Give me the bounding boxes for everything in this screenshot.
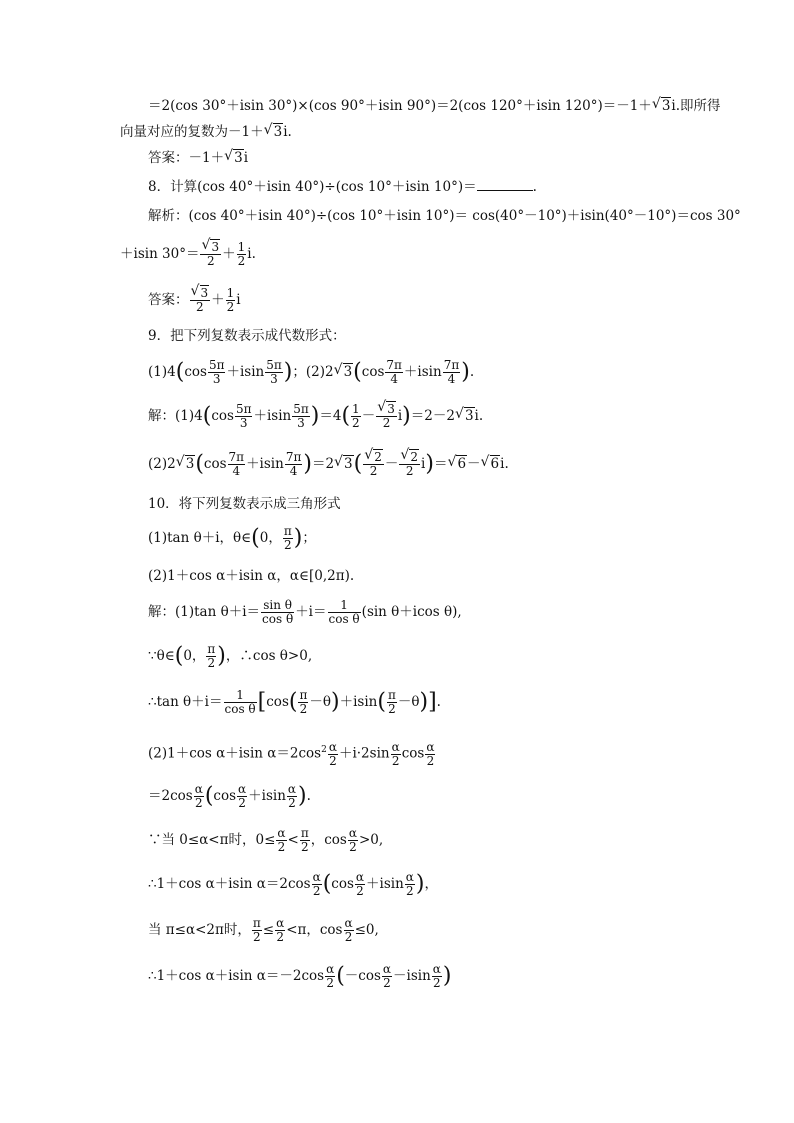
text: 答案： <box>148 292 189 308</box>
fraction: $\frac{\pi}{2}$ <box>300 826 309 854</box>
sqrt: √ 3 <box>264 122 284 142</box>
solution-9-part-1: 解：(1)4(cos $\frac{5\pi}{3}$ ＋isin $\frac{5\pi}{3}$ )＝4( $\frac{1}{2}$ － √ $\frac{3}{2}$ i)＝2－2√ 3i. <box>148 398 483 434</box>
fraction: $\frac{\alpha}{2}$ <box>382 962 392 990</box>
question-10-part-2 <box>148 566 354 586</box>
text: ＝2(cos 30°＋isin 30°)×(cos 90°＋isin 90°)＝2(cos 120°＋isin 120°)＝－1＋ <box>148 98 652 114</box>
fraction: $\frac{\alpha}{2}$ <box>287 782 297 810</box>
fraction: $\frac{1}{2}$ <box>352 402 360 430</box>
fraction: $\frac{5\pi}{3}$ <box>208 358 225 386</box>
fraction: $\frac{\alpha}{2}$ <box>344 916 353 944</box>
fraction: $\frac{7\pi}{4}$ <box>443 358 460 386</box>
question-10 <box>148 494 341 514</box>
fraction: $\frac{\alpha}{2}$ <box>348 826 357 854</box>
solution-10-line-4: (2)1＋cos α＋isin $\alpha=2\cos^2$ $\frac{\alpha}{2}$ ＋i·2sin $\frac{\alpha}{2}$ cos $\frac{\alpha}{2}$ <box>148 739 435 768</box>
fraction: $\frac{7\pi}{4}$ <box>228 450 245 478</box>
answer-blank <box>477 176 533 191</box>
fraction: $\frac{1}{\text{cos θ}}$ <box>328 598 360 626</box>
fraction: $\frac{5\pi}{3}$ <box>266 358 282 386</box>
sqrt: √ 3 <box>224 148 244 168</box>
solution-10-line-2: ∵θ∈(0， $\frac{\pi}{2}$ )，∴cos θ>0, <box>148 642 313 670</box>
text: i.即所得 <box>671 98 721 114</box>
text: 9．把下列复数表示成代数形式： <box>148 328 346 344</box>
fraction: $\frac{7\pi}{4}$ <box>285 450 302 478</box>
fraction: $\frac{5\pi}{3}$ <box>235 402 252 430</box>
fraction: $\frac{\pi}{2}$ <box>252 916 261 944</box>
text: 向量对应的复数为－1＋ <box>120 124 264 140</box>
solution-10-line-1: 解：(1)tan θ＋i＝ $\frac{\text{sin θ}}{\text{cos θ}}$ ＋i＝ $\frac{1}{\text{cos θ}}$ (sin θ＋icos θ), <box>148 598 462 626</box>
fraction: $\frac{\alpha}{2}$ <box>432 962 441 990</box>
fraction: $\frac{\alpha}{2}$ <box>391 739 400 768</box>
fraction: $\frac{\alpha}{2}$ <box>405 870 414 898</box>
answer-7 <box>148 148 248 168</box>
fraction: $\frac{1}{2}$ <box>237 240 246 268</box>
fraction: √ $\frac{3}{2}$ <box>190 287 211 314</box>
fraction: $\frac{7\pi}{4}$ <box>386 358 402 386</box>
text: (2)1＋cos α＋isin α，α∈[0,2π). <box>148 568 355 584</box>
fraction: $\frac{\alpha}{2}$ <box>328 739 337 768</box>
fraction: $\frac{\pi}{2}$ <box>387 688 396 716</box>
solution-10-line-3: ∴tan θ＋i＝ $\frac{1}{\text{cos θ}}$ [cos( $\frac{\pi}{2}$ －θ)＋isin( $\frac{\pi}{2}$ －θ)]. <box>148 688 441 716</box>
text: 解析：(cos 40°＋isin 40°)÷(cos 10°＋isin 10°)＝ cos(40°－10°)＋isin(40°－10°)＝cos 30° <box>148 208 741 224</box>
question-9 <box>148 326 346 346</box>
solution-10-line-6: ∵当 0≤α<π时，0≤ $\frac{\alpha}{2}$ < $\frac{\pi}{2}$ ，cos $\frac{\alpha}{2}$ >0, <box>148 826 384 854</box>
text: i. <box>283 124 292 140</box>
fraction: $\frac{\pi}{2}$ <box>283 524 292 552</box>
fraction: √ $\frac{3}{2}$ <box>200 241 221 268</box>
question-9-parts: (1)4(cos $\frac{5\pi}{3}$ ＋isin $\frac{5\pi}{3}$ )；(2)2√ 3(cos $\frac{7\pi}{4}$ ＋isin $\frac{7\pi}{4}$ ). <box>148 354 474 390</box>
text: 8．计算(cos 40°＋isin 40°)÷(cos 10°＋isin 10°)＝ <box>148 179 477 195</box>
fraction: $\frac{1}{2}$ <box>226 286 235 314</box>
fraction: $\frac{\alpha}{2}$ <box>355 870 365 898</box>
text: ＋isin 30°＝ <box>120 246 200 262</box>
text: 10．将下列复数表示成三角形式 <box>148 496 341 512</box>
fraction: $\frac{1}{\text{cos θ}}$ <box>224 688 256 716</box>
fraction: $\frac{\text{sin θ}}{\text{cos θ}}$ <box>262 598 294 626</box>
answer-8: 答案： √ $\frac{3}{2}$ ＋ $\frac{1}{2}$ i <box>148 282 241 318</box>
sqrt: √ 3 <box>652 96 672 116</box>
fraction: $\frac{\alpha}{2}$ <box>194 782 203 810</box>
text: 答案：－1＋ <box>148 150 225 166</box>
fraction: $\frac{\alpha}{2}$ <box>276 916 285 944</box>
fraction: $\frac{\alpha}{2}$ <box>426 739 435 768</box>
fraction: √ $\frac{2}{2}$ <box>399 451 420 478</box>
fraction: $\frac{\alpha}{2}$ <box>326 962 335 990</box>
fraction: $\frac{\pi}{2}$ <box>207 642 216 670</box>
solution-8-line-1 <box>148 206 741 226</box>
fraction: $\frac{5\pi}{3}$ <box>293 402 309 430</box>
fraction: $\frac{\alpha}{2}$ <box>277 826 286 854</box>
solution-line-2 <box>120 122 292 142</box>
fraction: $\frac{\pi}{2}$ <box>299 688 308 716</box>
solution-10-line-7: ∴1＋cos α＋isin α＝2cos $\frac{\alpha}{2}$ (cos $\frac{\alpha}{2}$ ＋isin $\frac{\alpha}{2}$ )， <box>148 870 438 898</box>
solution-8-line-2: ＋isin 30°＝ √ $\frac{3}{2}$ ＋ $\frac{1}{2}$ i. <box>120 236 256 272</box>
solution-10-line-8: 当 π≤α<2π时， $\frac{\pi}{2}$ ≤ $\frac{\alpha}{2}$ <π，cos $\frac{\alpha}{2}$ ≤0, <box>148 916 379 944</box>
solution-line-1 <box>148 96 721 116</box>
fraction: $\frac{\alpha}{2}$ <box>312 870 321 898</box>
fraction: √ $\frac{3}{2}$ <box>376 403 397 430</box>
fraction: √ $\frac{2}{2}$ <box>363 451 384 478</box>
solution-9-part-2: (2)2√ 3(cos $\frac{7\pi}{4}$ ＋isin $\frac{7\pi}{4}$ )＝2√ 3( √ $\frac{2}{2}$ － √ $\frac{2}{2}$ i)＝√ 6－√ 6i. <box>148 446 509 482</box>
solution-10-line-9: ∴1＋cos α＋isin α＝－2cos $\frac{\alpha}{2}$ (－cos $\frac{\alpha}{2}$ －isin $\frac{\alpha}{2}$ ) <box>148 962 452 990</box>
fraction: $\frac{\alpha}{2}$ <box>238 782 247 810</box>
question-10-part-1: (1)tan θ＋i，θ∈(0， $\frac{\pi}{2}$ )； <box>148 524 316 552</box>
question-8 <box>148 176 537 197</box>
solution-10-line-5: ＝2cos $\frac{\alpha}{2}$ (cos $\frac{\alpha}{2}$ ＋isin $\frac{\alpha}{2}$ ). <box>148 782 311 810</box>
text: . <box>532 179 537 195</box>
text: i <box>243 150 249 166</box>
